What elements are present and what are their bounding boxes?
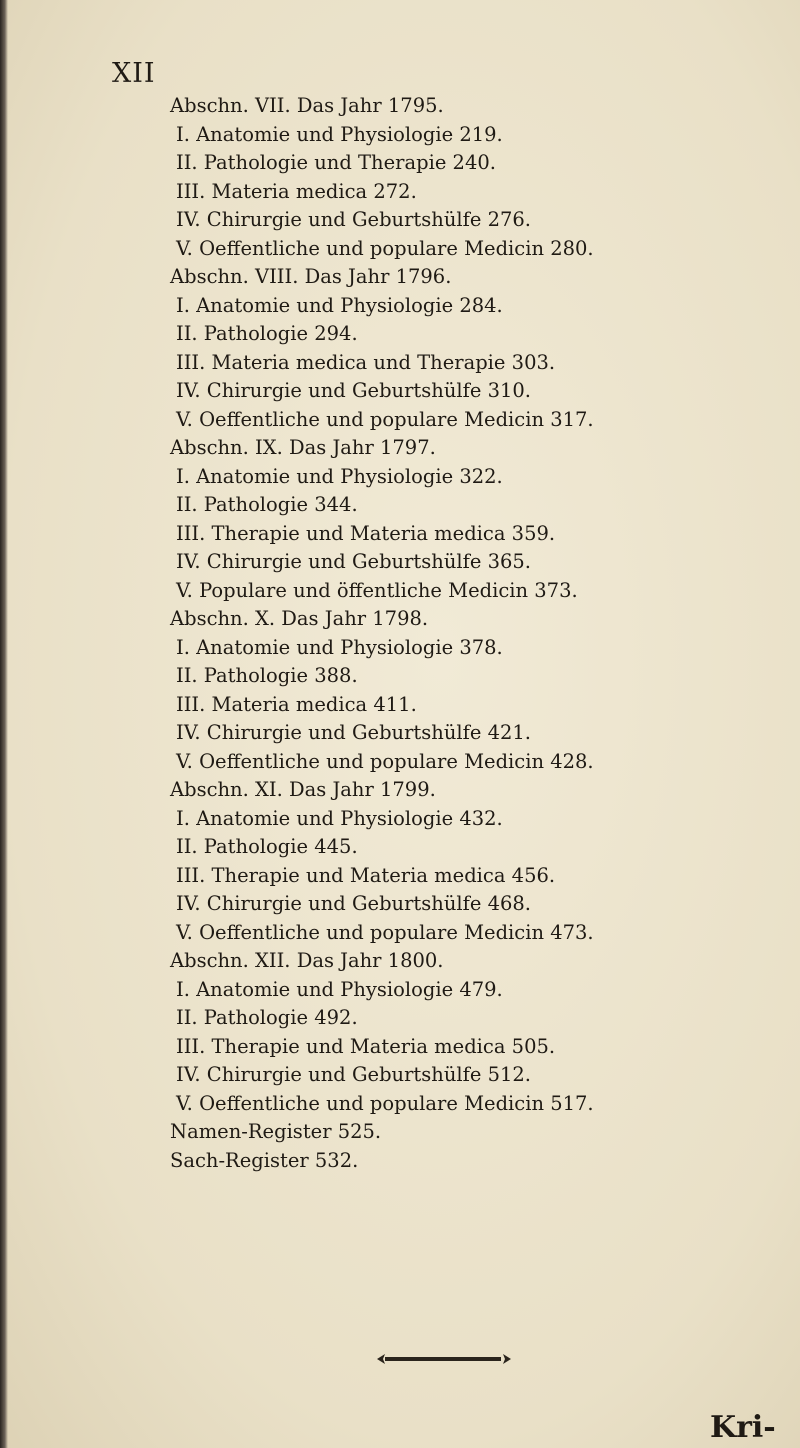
toc-entry: V. Oeffentliche und populare Medicin 317. (176, 407, 594, 431)
toc-entry: II. Pathologie und Therapie 240. (176, 151, 496, 174)
toc-entry: III. Materia medica 272. (176, 179, 417, 203)
toc-entry: II. Pathologie 294. (176, 322, 358, 345)
toc-entry: I. Anatomie und Physiologie 284. (176, 293, 503, 317)
page-number: XII (112, 58, 156, 89)
section-heading: Abschn. X. Das Jahr 1798. (170, 607, 429, 630)
toc-entry: III. Materia medica und Therapie 303. (176, 350, 556, 374)
toc-entry: IV. Chirurgie und Geburtshülfe 310. (176, 379, 531, 402)
catchword: Kri- (710, 1410, 776, 1445)
toc-entry: II. Pathologie 492. (176, 1006, 358, 1029)
toc-entry: I. Anatomie und Physiologie 378. (176, 635, 503, 659)
section-heading: Abschn. VIII. Das Jahr 1796. (170, 265, 452, 288)
toc-entry: I. Anatomie und Physiologie 432. (176, 806, 503, 830)
toc-entry: IV. Chirurgie und Geburtshülfe 512. (176, 1063, 531, 1086)
section-heading: Abschn. VII. Das Jahr 1795. (170, 94, 444, 117)
toc-entry: I. Anatomie und Physiologie 322. (176, 464, 503, 488)
toc-entry: III. Therapie und Materia medica 505. (176, 1034, 556, 1058)
toc-entry: III. Therapie und Materia medica 456. (176, 863, 556, 887)
toc-entry: III. Materia medica 411. (176, 692, 417, 716)
toc-entry: V. Oeffentliche und populare Medicin 517. (176, 1091, 594, 1115)
toc-entry: I. Anatomie und Physiologie 479. (176, 977, 503, 1001)
toc-entry: I. Anatomie und Physiologie 219. (176, 122, 503, 146)
toc-entry: V. Oeffentliche und populare Medicin 428. (176, 749, 594, 773)
section-heading: Abschn. XI. Das Jahr 1799. (170, 778, 436, 801)
toc-entry: V. Oeffentliche und populare Medicin 473. (176, 920, 594, 944)
table-of-contents (170, 92, 770, 1175)
toc-entry: IV. Chirurgie und Geburtshülfe 421. (176, 721, 531, 744)
section-heading: Abschn. IX. Das Jahr 1797. (170, 436, 436, 459)
register-entry: Namen-Register 525. (170, 1120, 382, 1143)
section-heading: Abschn. XII. Das Jahr 1800. (170, 949, 444, 972)
toc-entry: IV. Chirurgie und Geburtshülfe 468. (176, 892, 531, 915)
toc-entry: II. Pathologie 388. (176, 664, 358, 687)
toc-entry: II. Pathologie 344. (176, 493, 358, 516)
toc-entry: V. Populare und öffentliche Medicin 373. (176, 578, 578, 602)
toc-entry: IV. Chirurgie und Geburtshülfe 365. (176, 550, 531, 573)
toc-entry: V. Oeffentliche und populare Medicin 280. (176, 236, 594, 260)
page-edge-shadow (0, 0, 8, 1448)
register-entry: Sach-Register 532. (170, 1148, 359, 1172)
toc-entry: II. Pathologie 445. (176, 835, 358, 858)
toc-entry: III. Therapie und Materia medica 359. (176, 521, 556, 545)
toc-entry: IV. Chirurgie und Geburtshülfe 276. (176, 208, 531, 231)
decorative-rule-ornament (375, 1353, 513, 1365)
